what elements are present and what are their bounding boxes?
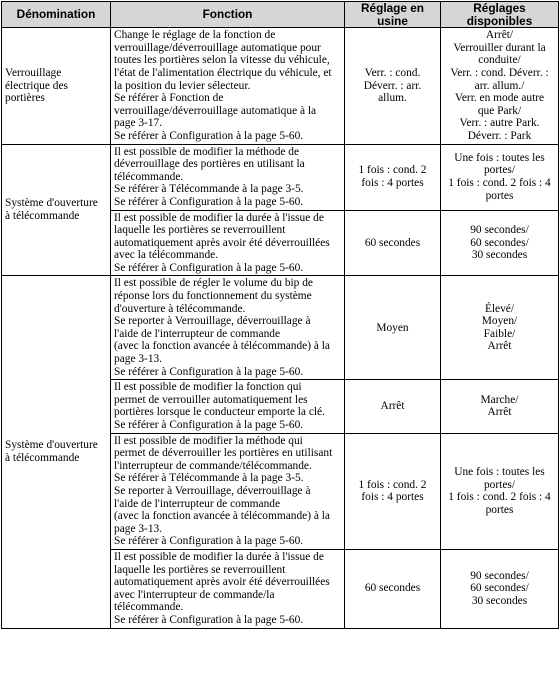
- function-text: Se référer à Configuration à la page 5-60.: [114, 365, 304, 378]
- function-text: Il est possible de modifier la durée à l'issue de: [114, 550, 324, 563]
- available-setting-text: 60 secondes/: [470, 582, 529, 595]
- available-setting-text: Déverr. : Park: [467, 129, 532, 142]
- factory-setting-text: 60 secondes: [364, 236, 421, 249]
- available-setting-text: 1 fois : cond. 2 fois : 4: [448, 491, 551, 504]
- function-text: toutes les portières selon la vitesse du véhicule,: [114, 54, 330, 67]
- function-text: l'interrupteur de commande/télécommande.: [114, 459, 312, 472]
- header-denomination: Dénomination: [2, 2, 111, 28]
- denomination-text: portières: [5, 92, 45, 105]
- function-text: l'aide de l'interrupteur de commande: [114, 327, 281, 340]
- function-text: (avec la fonction avancée à télécommande) à la: [114, 340, 330, 353]
- denomination-cell: [2, 276, 111, 628]
- available-setting-text: Marche/: [480, 393, 519, 406]
- function-cell: [111, 210, 345, 276]
- available-setting-text: Arrêt: [487, 406, 512, 419]
- available-setting-text: 90 secondes/: [470, 224, 529, 237]
- function-text: Il est possible de régler le volume du bip de: [114, 277, 313, 290]
- function-cell: [111, 549, 345, 628]
- factory-setting-cell: [345, 380, 441, 433]
- available-setting-text: Une fois : toutes les: [454, 151, 545, 164]
- factory-setting-text: fois : 4 portes: [361, 177, 424, 190]
- denomination-text: Système d'ouverture: [5, 197, 98, 210]
- function-text: laquelle les portières se reverrouillent: [114, 563, 286, 576]
- function-cell: [111, 276, 345, 380]
- function-text: Se référer à Configuration à la page 5-60.: [114, 261, 304, 274]
- function-text: page 3-17.: [114, 117, 163, 130]
- function-text: Se référer à Configuration à la page 5-60.: [114, 129, 304, 142]
- available-settings-cell: [441, 433, 559, 549]
- denomination-text: Système d'ouverture: [5, 439, 98, 452]
- function-text: (avec la fonction avancée à télécommande) à la: [114, 510, 330, 523]
- available-settings-cell: [441, 144, 559, 210]
- factory-setting-text: Déverr. : arr.: [363, 79, 422, 92]
- available-settings-cell: [441, 549, 559, 628]
- function-text: laquelle les portières se reverrouillent: [114, 224, 286, 237]
- available-setting-text: 30 secondes: [471, 595, 528, 608]
- available-setting-text: portes/: [483, 164, 515, 177]
- header-reglages-disponibles: Réglages disponibles: [441, 2, 559, 28]
- function-text: Se référer à Configuration à la page 5-60.: [114, 613, 304, 626]
- available-setting-text: Verrouiller durant la: [453, 41, 546, 54]
- available-setting-text: 60 secondes/: [470, 236, 529, 249]
- denomination-text: Verrouillage: [5, 66, 62, 79]
- available-settings-cell: [441, 276, 559, 380]
- denomination-cell: [2, 28, 111, 144]
- available-setting-text: Verr. : cond. Déverr. :: [450, 66, 549, 79]
- function-text: automatiquement après avoir été déverrouillées: [114, 236, 330, 249]
- table-row: [2, 144, 559, 210]
- table-row: [2, 276, 559, 380]
- function-text: Il est possible de modifier la fonction qui: [114, 381, 302, 394]
- function-cell: [111, 28, 345, 144]
- function-text: page 3-13.: [114, 353, 163, 366]
- function-text: Il est possible de modifier la durée à l'issue de: [114, 211, 324, 224]
- available-setting-text: que Park/: [477, 104, 522, 117]
- function-text: l'aide de l'interrupteur de commande: [114, 497, 281, 510]
- available-setting-text: portes: [485, 503, 514, 516]
- table-row: [2, 28, 559, 144]
- available-setting-text: portes: [485, 189, 514, 202]
- function-text: la position du levier sélecteur.: [114, 79, 251, 92]
- available-setting-text: portes/: [483, 478, 515, 491]
- denomination-cell: [2, 144, 111, 276]
- available-setting-text: Moyen/: [481, 315, 518, 328]
- function-text: Il est possible de modifier la méthode de: [114, 145, 300, 158]
- function-text: portières lorsque le conducteur emporte la clé.: [114, 406, 325, 419]
- factory-setting-text: 1 fois : cond. 2: [358, 164, 427, 177]
- factory-setting-text: Moyen: [376, 321, 409, 334]
- function-text: permet de déverrouiller les portières en utilisant: [114, 447, 333, 460]
- denomination-text: électrique des: [5, 79, 68, 92]
- available-settings-cell: [441, 380, 559, 433]
- factory-setting-text: fois : 4 portes: [361, 491, 424, 504]
- factory-setting-cell: [345, 210, 441, 276]
- function-text: automatiquement après avoir été déverrouillées: [114, 576, 330, 589]
- table-header-row: [2, 2, 559, 28]
- factory-setting-cell: [345, 144, 441, 210]
- factory-setting-text: allum.: [378, 92, 407, 105]
- function-cell: [111, 380, 345, 433]
- factory-setting-cell: [345, 28, 441, 144]
- function-cell: [111, 433, 345, 549]
- factory-setting-text: Verr. : cond.: [364, 66, 421, 79]
- available-setting-text: arr. allum./: [474, 79, 525, 92]
- denomination-text: à télécommande: [5, 451, 80, 464]
- factory-setting-text: Arrêt: [380, 400, 405, 413]
- available-setting-text: Faible/: [483, 327, 516, 340]
- function-text: télécommande.: [114, 601, 184, 614]
- function-text: réponse lors du fonctionnement du système: [114, 290, 312, 303]
- function-cell: [111, 144, 345, 210]
- available-setting-text: conduite/: [478, 54, 521, 67]
- function-text: avec l'interrupteur de commande/la: [114, 588, 275, 601]
- function-text: Se référer à Configuration à la page 5-60.: [114, 195, 304, 208]
- available-setting-text: Verr. en mode autre: [454, 92, 545, 105]
- function-text: avec la télécommande.: [114, 249, 219, 262]
- factory-setting-text: 60 secondes: [364, 582, 421, 595]
- function-text: page 3-13.: [114, 522, 163, 535]
- function-text: Se référer à Fonction de: [114, 92, 224, 105]
- available-settings-cell: [441, 210, 559, 276]
- available-setting-text: 1 fois : cond. 2 fois : 4: [448, 177, 551, 190]
- function-text: Il est possible de modifier la méthode qui: [114, 434, 303, 447]
- available-setting-text: Une fois : toutes les: [454, 466, 545, 479]
- function-text: déverrouillage des portières en utilisant la: [114, 158, 305, 171]
- function-text: Change le réglage de la fonction de: [114, 29, 276, 42]
- available-setting-text: Arrêt/: [485, 29, 514, 42]
- header-reglage-usine: Réglage en usine: [345, 2, 441, 28]
- settings-table: [1, 1, 559, 629]
- available-setting-text: 30 secondes: [471, 249, 528, 262]
- function-text: l'état de l'alimentation électrique du véhicule, et: [114, 66, 332, 79]
- function-text: verrouillage/déverrouillage automatique pour: [114, 41, 321, 54]
- function-text: d'ouverture à télécommande.: [114, 302, 246, 315]
- factory-setting-text: 1 fois : cond. 2: [358, 478, 427, 491]
- available-setting-text: 90 secondes/: [470, 569, 529, 582]
- denomination-text: à télécommande: [5, 210, 80, 222]
- function-text: Se référer à Configuration à la page 5-60.: [114, 419, 304, 431]
- function-text: permet de verrouiller automatiquement les: [114, 393, 308, 406]
- function-text: Se référer à Configuration à la page 5-60.: [114, 535, 304, 548]
- header-fonction: Fonction: [111, 2, 345, 28]
- factory-setting-cell: [345, 549, 441, 628]
- available-settings-cell: [441, 28, 559, 144]
- function-text: Se référer à Télécommande à la page 3-5.: [114, 472, 304, 485]
- available-setting-text: Verr. : autre Park.: [459, 117, 540, 130]
- function-text: Se reporter à Verrouillage, déverrouillage à: [114, 315, 311, 328]
- function-text: Se reporter à Verrouillage, déverrouillage à: [114, 484, 311, 497]
- factory-setting-cell: [345, 433, 441, 549]
- function-text: verrouillage/déverrouillage automatique à la: [114, 104, 317, 117]
- available-setting-text: Arrêt: [487, 340, 512, 353]
- available-setting-text: Élevé/: [484, 302, 515, 315]
- function-text: télécommande.: [114, 170, 184, 183]
- factory-setting-cell: [345, 276, 441, 380]
- function-text: Se référer à Télécommande à la page 3-5.: [114, 183, 304, 196]
